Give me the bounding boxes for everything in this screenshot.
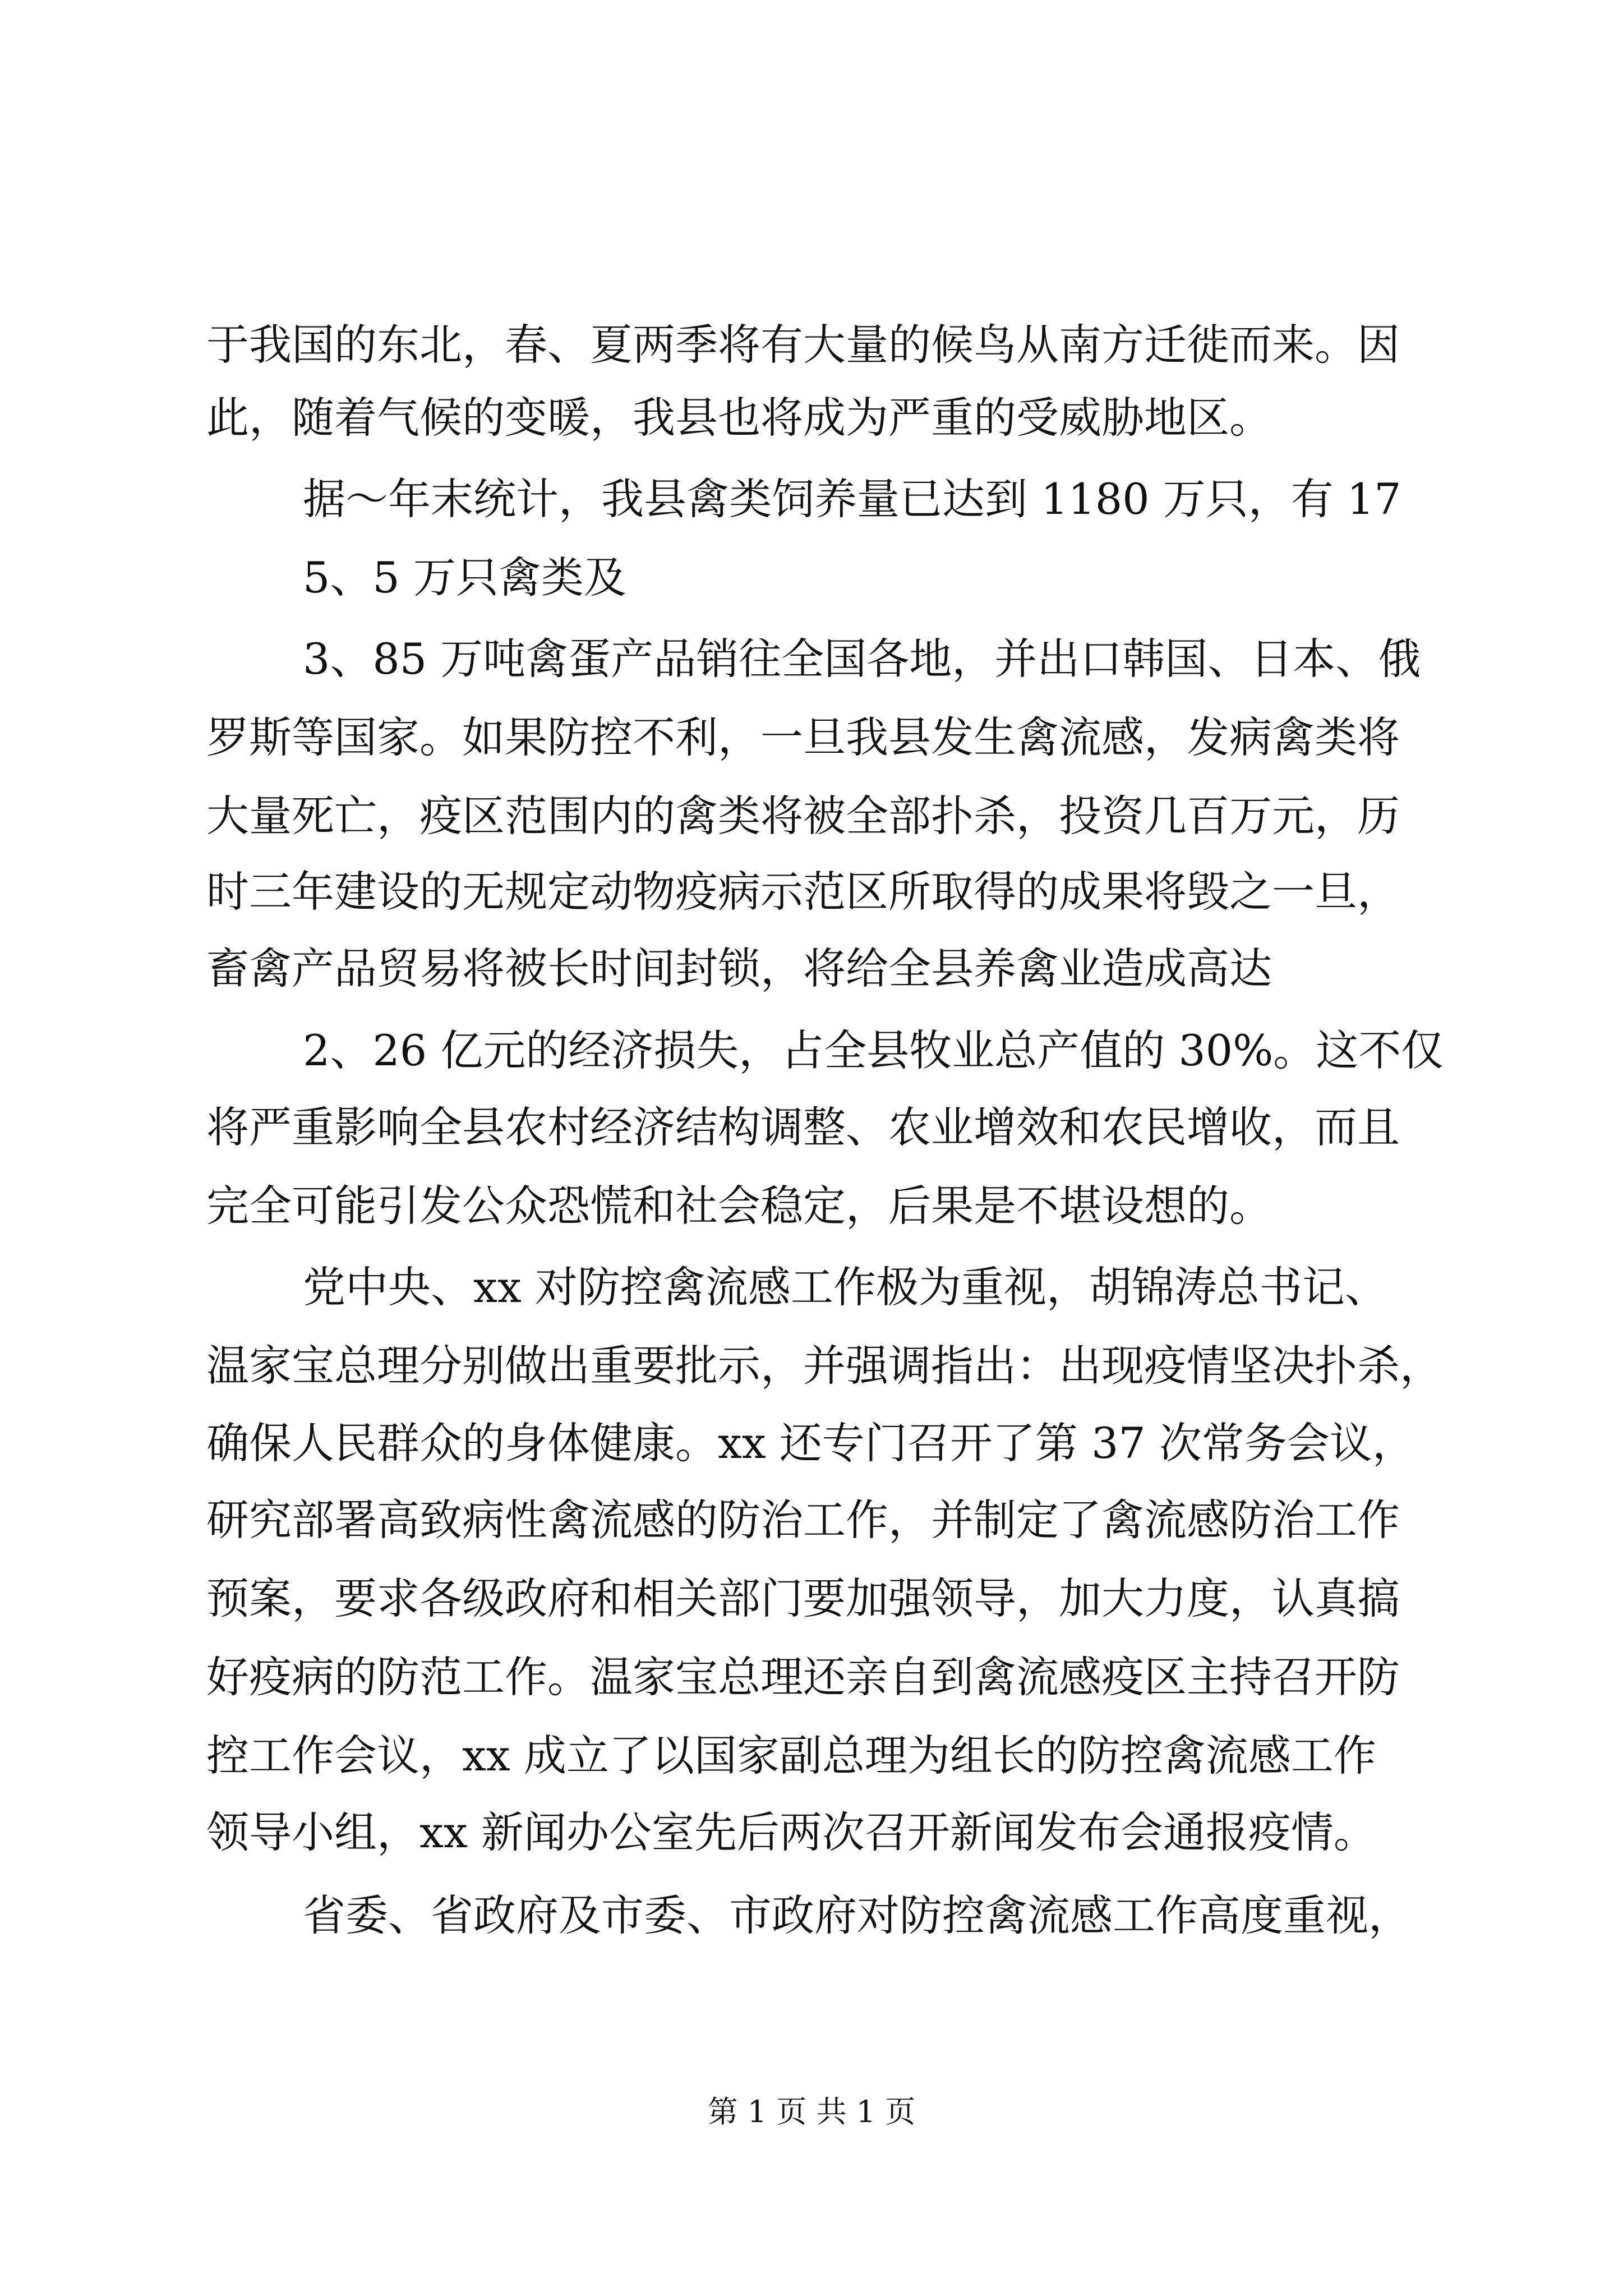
text-line: 省委、省政府及市委、市政府对防控禽流感工作高度重视， [303,1890,1411,1940]
text-line: 温家宝总理分别做出重要批示，并强调指出：出现疫情坚决扑杀， [206,1341,1442,1391]
text-line: 将严重影响全县农村经济结构调整、农业增效和农民增收，而且 [206,1102,1400,1152]
text-line: 领导小组，xx 新闻办公室先后两次召开新闻发布会通报疫情。 [206,1807,1376,1857]
text-line: 完全可能引发公众恐慌和社会稳定，后果是不堪设想的。 [206,1181,1272,1231]
text-line: 于我国的东北，春、夏两季将有大量的候鸟从南方迁徙而来。因 [206,320,1400,370]
text-line: 控工作会议，xx 成立了以国家副总理为组长的防控禽流感工作 [206,1731,1376,1780]
text-line: 预案，要求各级政府和相关部门要加强领导，加大力度，认真搞 [206,1573,1400,1623]
text-line: 大量死亡，疫区范围内的禽类将被全部扑杀，投资几百万元，历 [206,791,1400,841]
text-line: 研究部署高致病性禽流感的防治工作，并制定了禽流感防治工作 [206,1495,1400,1545]
text-line: 时三年建设的无规定动物疫病示范区所取得的成果将毁之一旦， [206,867,1400,917]
text-line: 罗斯等国家。如果防控不利，一旦我县发生禽流感，发病禽类将 [206,712,1400,762]
page-number-footer: 第 1 页 共 1 页 [707,2094,916,2129]
text-line: 党中央、xx 对防控禽流感工作极为重视，胡锦涛总书记、 [303,1262,1387,1312]
text-line: 3、85 万吨禽蛋产品销往全国各地，并出口韩国、日本、俄 [303,634,1421,684]
text-line: 5、5 万只禽类及 [303,553,626,602]
text-line: 据～年末统计，我县禽类饲养量已达到 1180 万只，有 17 [303,474,1401,524]
text-line: 畜禽产品贸易将被长时间封锁，将给全县养禽业造成高达 [206,944,1272,993]
text-line: 好疫病的防范工作。温家宝总理还亲自到禽流感疫区主持召开防 [206,1652,1400,1702]
text-line: 2、26 亿元的经济损失，占全县牧业总产值的 30%。这不仅 [303,1025,1444,1075]
text-line: 此，随着气候的变暖，我县也将成为严重的受威胁地区。 [206,393,1272,443]
text-line: 确保人民群众的身体健康。xx 还专门召开了第 37 次常务会议， [206,1418,1415,1468]
